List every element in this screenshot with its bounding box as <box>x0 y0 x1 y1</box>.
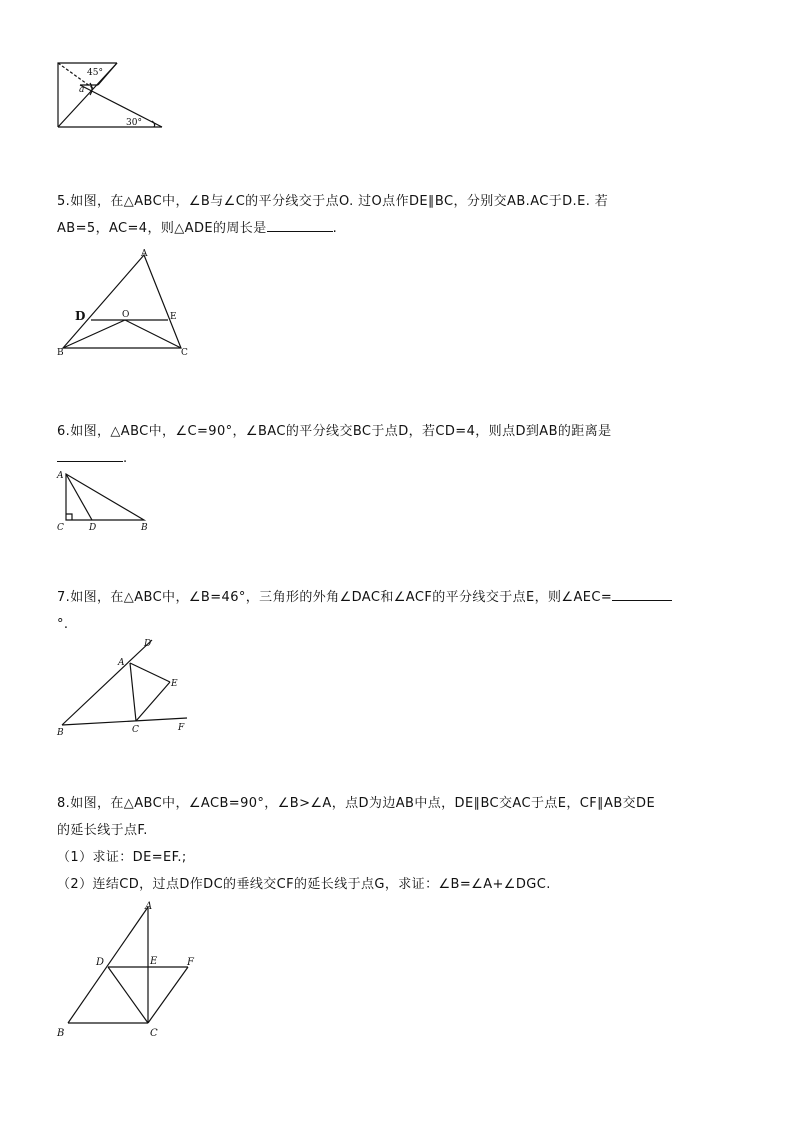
ray-bd <box>62 640 152 725</box>
label-b: B <box>57 1028 65 1039</box>
figure-q4 <box>50 55 170 135</box>
q7-answer-blank[interactable] <box>612 586 672 601</box>
q8-line1: 8.如图，在△ABC中，∠ACB=90°，∠B>∠A，点D为边AB中点，DE∥BC交AC于点E，CF∥AB交DE <box>57 796 656 811</box>
triangle-abc <box>63 255 181 348</box>
q8-part1: （1）求证：DE=EF.; <box>57 850 187 865</box>
label-30: 30° <box>126 118 142 128</box>
label-b: B <box>57 728 64 738</box>
triangle-acb <box>66 474 144 520</box>
label-d: D <box>75 309 86 323</box>
label-f: F <box>178 723 185 733</box>
label-c: C <box>181 348 188 358</box>
label-c: C <box>132 725 139 735</box>
label-b: B <box>141 523 148 533</box>
label-e: E <box>171 679 178 689</box>
label-e: E <box>150 956 158 967</box>
angle-arc-30 <box>152 121 155 127</box>
q5-answer-blank[interactable] <box>267 217 333 232</box>
segment-ae <box>130 663 170 682</box>
label-c: C <box>57 523 64 533</box>
right-angle-mark <box>66 514 72 520</box>
label-a: a <box>79 85 85 95</box>
q6-text <box>57 418 747 472</box>
segment-ac <box>130 663 136 721</box>
q5-line2-text: AB=5，AC=4，则△ADE的周长是 <box>57 221 267 236</box>
q5-line2 <box>57 215 747 242</box>
q7-text <box>57 584 747 638</box>
segment-ce <box>136 682 170 721</box>
q5-text <box>57 188 747 242</box>
label-a: A <box>145 901 153 912</box>
q8-line2: 的延长线于点F. <box>57 823 148 838</box>
q6-line1: 6.如图，△ABC中，∠C=90°，∠BAC的平分线交BC于点D，若CD=4，则点D到AB的距离是 <box>57 424 612 439</box>
figure-q8 <box>52 895 212 1045</box>
figure-q6 <box>52 468 162 534</box>
ray-bf <box>62 718 187 725</box>
label-45: 45° <box>87 68 103 78</box>
segment-dc <box>108 967 148 1023</box>
segment-cf <box>148 967 188 1023</box>
label-f: F <box>187 957 194 968</box>
label-d: D <box>96 957 105 968</box>
q8-text <box>57 790 747 898</box>
q6-tail: . <box>123 451 128 466</box>
q5-line1: 5.如图，在△ABC中，∠B与∠C的平分线交于点O. 过O点作DE∥BC，分别交AB.AC于D.E. 若 <box>57 194 609 209</box>
segment-ad <box>66 474 92 520</box>
figure-q7 <box>52 636 202 740</box>
q7-line1 <box>57 584 747 611</box>
label-c: C <box>150 1028 158 1039</box>
label-b: B <box>57 348 64 358</box>
q5-tail: . <box>332 221 338 236</box>
segment-bo <box>63 320 125 348</box>
label-o: O <box>122 310 130 320</box>
q8-part2: （2）连结CD，过点D作DC的垂线交CF的延长线于点G，求证：∠B=∠A+∠DGC. <box>57 877 551 892</box>
label-a: A <box>141 249 148 259</box>
segment-co <box>125 320 181 348</box>
label-e: E <box>170 312 177 322</box>
q6-answer-blank[interactable] <box>57 447 123 462</box>
label-d: D <box>144 639 152 649</box>
label-d: D <box>89 523 97 533</box>
q7-line1-text: 7.如图，在△ABC中，∠B=46°，三角形的外角∠DAC和∠ACF的平分线交于点E，则∠AEC= <box>57 590 613 605</box>
figure-q5 <box>55 245 205 360</box>
label-a: A <box>57 471 64 481</box>
label-a: A <box>118 658 125 668</box>
q7-line2: °. <box>57 617 69 632</box>
